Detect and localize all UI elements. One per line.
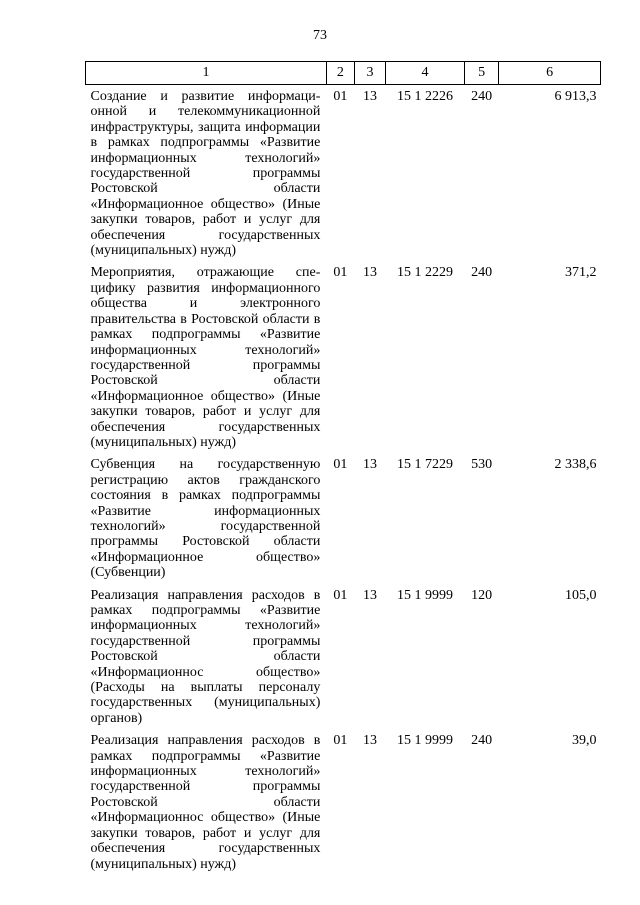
row-amount: 39,0: [572, 733, 597, 749]
header-row: [86, 62, 601, 85]
table-row: [86, 261, 601, 453]
row-amount: 6 913,3: [554, 89, 597, 104]
row-amount: 105,0: [565, 587, 597, 603]
row-name: Реализация направления расходов в рамках подпрограммы «Развитие информационных технологий» государственной программы Ростовской области «Информационнос общество» (Расходы на выплаты персоналу государственных (муниципальных) органов): [90, 587, 321, 726]
row-subsection: 13: [362, 733, 377, 749]
header-col-3: 3: [354, 62, 385, 85]
row-name: Создание и развитие информационной и телекоммуникационной инфраструктуры, защита информации в рамках подпрограммы «Развитие информационных технологий» государственной программы Ростовской области «Информационное общество» (Иные закупки товаров, работ и услуг для обеспечения государственных (муниципальных) нужд): [90, 89, 321, 259]
row-subsection: 13: [362, 587, 377, 603]
table-body: [86, 85, 601, 875]
row-section: 01: [333, 89, 348, 104]
row-section: 01: [333, 587, 348, 603]
budget-table: [85, 61, 601, 875]
row-subsection: 13: [362, 457, 377, 473]
header-col-2: 2: [326, 62, 354, 85]
row-subsection: 13: [362, 89, 377, 104]
row-target-code: 15 1 2229: [397, 265, 453, 281]
row-expense-type: 240: [471, 265, 493, 281]
table-row: [86, 85, 601, 262]
row-name: Реализация направления расходов в рамках подпрограммы «Развитие информационных технологий» государственной программы Ростовской области «Информационнос общество» (Иные закупки товаров, работ и услуг для обеспечения государственных (муниципальных) нужд): [90, 733, 321, 872]
table-header: [86, 62, 601, 85]
table-row: [86, 584, 601, 730]
table-row: [86, 453, 601, 583]
row-section: 01: [333, 733, 348, 749]
row-target-code: 15 1 7229: [397, 457, 453, 473]
row-section: 01: [333, 457, 348, 473]
row-name: Субвенция на государственную регистрацию актов гражданского состояния в рамках подпрограммы «Развитие информационных технологий» государственной программы Ростовской области «Информационное общество» (Субвенции): [90, 457, 321, 581]
page-number: 73: [313, 28, 327, 43]
header-col-4: 4: [386, 62, 465, 85]
header-col-5: 5: [464, 62, 498, 85]
table-row: [86, 729, 601, 875]
header-col-6: 6: [499, 62, 601, 85]
row-target-code: 15 1 9999: [397, 733, 453, 749]
row-name: Мероприятия, отражающие специфику развития информационного общества и электронного правительства в Ростовской области в рамках подпрограммы «Развитие информационных технологий» государственной программы Ростовской области «Информационное общество» (Иные закупки товаров, работ и услуг для обеспечения государственных (муниципальных) нужд): [90, 265, 321, 450]
row-expense-type: 240: [471, 89, 493, 104]
row-expense-type: 120: [471, 587, 493, 603]
row-amount: 2 338,6: [554, 457, 597, 473]
row-amount: 371,2: [565, 265, 597, 281]
row-expense-type: 530: [471, 457, 493, 473]
row-target-code: 15 1 9999: [397, 587, 453, 603]
header-col-1: 1: [86, 62, 327, 85]
row-section: 01: [333, 265, 348, 281]
row-target-code: 15 1 2226: [397, 89, 453, 104]
row-expense-type: 240: [471, 733, 493, 749]
row-subsection: 13: [362, 265, 377, 281]
